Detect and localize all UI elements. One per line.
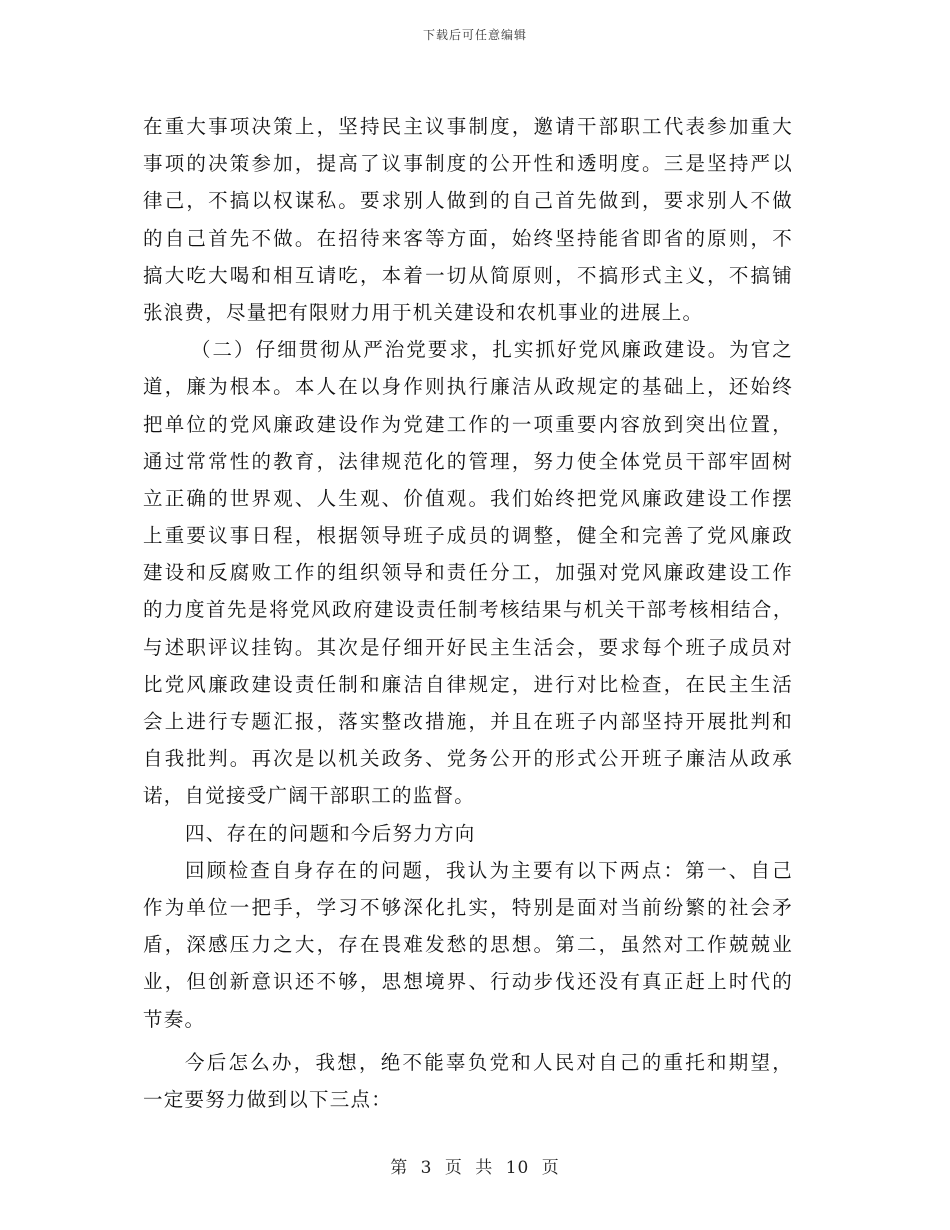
text-line: 把单位的党风廉政建设作为党建工作的一项重要内容放到突出位置， bbox=[143, 412, 793, 436]
text-line: 的自己首先不做。在招待来客等方面，始终坚持能省即省的原则，不 bbox=[143, 226, 793, 250]
text-line: 道，廉为根本。本人在以身作则执行廉洁从政规定的基础上，还始终 bbox=[143, 375, 793, 399]
text-line: 自我批判。再次是以机关政务、党务公开的形式公开班子廉洁从政承 bbox=[143, 747, 793, 771]
text-line: 通过常常性的教育，法律规范化的管理，努力使全体党员干部牢固树 bbox=[143, 449, 793, 473]
page-number: 第 3 页 共 10 页 bbox=[390, 1158, 560, 1178]
text-line: 会上进行专题汇报，落实整改措施，并且在班子内部坚持开展批判和 bbox=[143, 710, 793, 733]
text-line: 今后怎么办，我想，绝不能辜负党和人民对自己的重托和期望， bbox=[185, 1050, 793, 1074]
text-line: 比党风廉政建设责任制和廉洁自律规定，进行对比检查，在民主生活 bbox=[143, 672, 793, 696]
text-line: 回顾检查自身存在的问题，我认为主要有以下两点：第一、自己 bbox=[185, 858, 793, 882]
text-line: 事项的决策参加，提高了议事制度的公开性和透明度。三是坚持严以 bbox=[143, 152, 793, 176]
text-line: 在重大事项决策上，坚持民主议事制度，邀请干部职工代表参加重大 bbox=[143, 115, 793, 138]
text-line: 搞大吃大喝和相互请吃，本着一切从简原则，不搞形式主义，不搞铺 bbox=[143, 263, 793, 287]
text-line: 立正确的世界观、人生观、价值观。我们始终把党风廉政建设工作摆 bbox=[143, 486, 793, 510]
document-body bbox=[143, 108, 793, 1118]
text-line: 上重要议事日程，根据领导班子成员的调整，健全和完善了党风廉政 bbox=[143, 524, 793, 548]
text-line: 盾，深感压力之大，存在畏难发愁的思想。第二，虽然对工作兢兢业 bbox=[143, 933, 793, 957]
text-line: 业，但创新意识还不够，思想境界、行动步伐还没有真正赶上时代的 bbox=[143, 970, 793, 994]
text-line: 作为单位一把手，学习不够深化扎实，特别是面对当前纷繁的社会矛 bbox=[143, 895, 793, 919]
text-line: 的力度首先是将党风政府建设责任制考核结果与机关干部考核相结合， bbox=[143, 598, 793, 622]
text-line: 律己，不搞以权谋私。要求别人做到的自己首先做到，要求别人不做 bbox=[143, 189, 793, 213]
text-line: 节奏。 bbox=[143, 1007, 206, 1031]
page-header: 下载后可任意编辑 bbox=[422, 28, 527, 42]
text-line: 建设和反腐败工作的组织领导和责任分工，加强对党风廉政建设工作 bbox=[143, 561, 793, 585]
section-heading: 四、存在的问题和今后努力方向 bbox=[185, 821, 476, 845]
text-line: 与述职评议挂钩。其次是仔细开好民主生活会，要求每个班子成员对 bbox=[143, 635, 793, 659]
text-line: （二）仔细贯彻从严治党要求，扎实抓好党风廉政建设。为官之 bbox=[191, 338, 793, 362]
text-line: 诺，自觉接受广阔干部职工的监督。 bbox=[143, 784, 476, 808]
text-line: 张浪费，尽量把有限财力用于机关建设和农机事业的进展上。 bbox=[143, 300, 704, 324]
text-line: 一定要努力做到以下三点： bbox=[143, 1087, 393, 1111]
